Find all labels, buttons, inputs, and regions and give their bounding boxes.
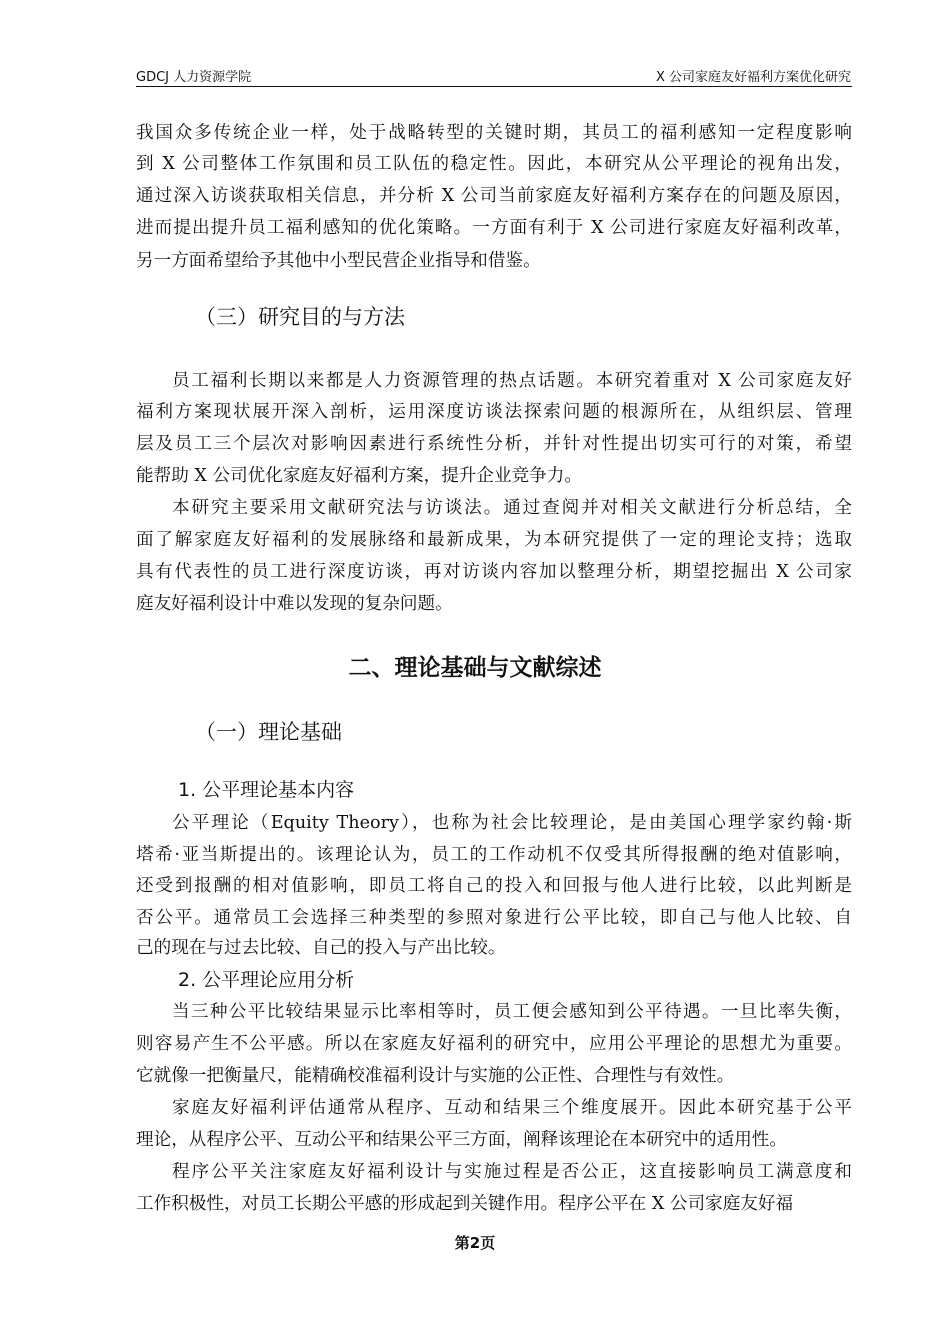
paragraph-line: 当三种公平比较结果显示比率相等时，员工便会感知到公平待遇。一旦比率失衡， [172,1002,852,1022]
paragraph-line: 己的现在与过去比较、自己的投入与产出比较。 [136,938,506,958]
subsection-heading: 2. 公平理论应用分析 [178,969,355,991]
header-left: GDCJ 人力资源学院 [136,70,252,85]
paragraph-line: 它就像一把衡量尺，能精确校准福利设计与实施的公正性、合理性与有效性。 [136,1066,735,1086]
paragraph-line: 进而提出提升员工福利感知的优化策略。一方面有利于 X 公司进行家庭友好福利改革， [136,218,852,238]
paragraph-line: 员工福利长期以来都是人力资源管理的热点话题。本研究着重对 X 公司家庭友好 [172,371,852,391]
header-right: X 公司家庭友好福利方案优化研究 [655,70,851,85]
paragraph-line: 福利方案现状展开深入剖析，运用深度访谈法探索问题的根源所在，从组织层、管理 [136,402,852,422]
paragraph-line: 则容易产生不公平感。所以在家庭友好福利的研究中，应用公平理论的思想尤为重要。 [136,1034,852,1054]
chapter-heading: 二、理论基础与文献综述 [348,655,602,681]
paragraph-line: 能帮助 X 公司优化家庭友好福利方案，提升企业竞争力。 [136,466,582,486]
paragraph-line: 另一方面希望给予其他中小型民营企业指导和借鉴。 [136,251,541,271]
paragraph-line: 塔希·亚当斯提出的。该理论认为，员工的工作动机不仅受其所得报酬的绝对值影响， [136,845,852,865]
paragraph-line: 具有代表性的员工进行深度访谈，再对访谈内容加以整理分析，期望挖掘出 X 公司家 [136,562,852,582]
paragraph-line: 面了解家庭友好福利的发展脉络和最新成果，为本研究提供了一定的理论支持；选取 [136,530,852,550]
paragraph-line: 通过深入访谈获取相关信息，并分析 X 公司当前家庭友好福利方案存在的问题及原因， [136,186,852,206]
paragraph-line: 我国众多传统企业一样，处于战略转型的关键时期，其员工的福利感知一定程度影响 [136,123,852,143]
section-heading: （三）研究目的与方法 [195,305,405,329]
paragraph-line: 理论，从程序公平、互动公平和结果公平三方面，阐释该理论在本研究中的适用性。 [136,1130,787,1150]
paragraph-line: 还受到报酬的相对值影响，即员工将自己的投入和回报与他人进行比较，以此判断是 [136,876,852,896]
paragraph-line: 公平理论（Equity Theory），也称为社会比较理论，是由美国心理学家约翰·斯 [172,813,852,833]
paragraph-line: 本研究主要采用文献研究法与访谈法。通过查阅并对相关文献进行分析总结，全 [172,498,852,518]
paragraph-line: 庭友好福利设计中难以发现的复杂问题。 [136,594,453,614]
header-rule [136,86,852,87]
paragraph-line: 程序公平关注家庭友好福利设计与实施过程是否公正，这直接影响员工满意度和 [172,1162,852,1182]
subsection-heading: 1. 公平理论基本内容 [178,779,355,801]
paragraph-line: 到 X 公司整体工作氛围和员工队伍的稳定性。因此，本研究从公平理论的视角出发， [136,154,852,174]
page-number: 第2页 [454,1234,496,1252]
section-heading: （一）理论基础 [195,720,342,744]
paragraph-line: 否公平。通常员工会选择三种类型的参照对象进行公平比较，即自己与他人比较、自 [136,908,852,928]
paragraph-line: 层及员工三个层次对影响因素进行系统性分析，并针对性提出切实可行的对策，希望 [136,434,852,454]
paragraph-line: 工作积极性，对员工长期公平感的形成起到关键作用。程序公平在 X 公司家庭友好福 [136,1194,794,1214]
paragraph-line: 家庭友好福利评估通常从程序、互动和结果三个维度展开。因此本研究基于公平 [172,1098,852,1118]
